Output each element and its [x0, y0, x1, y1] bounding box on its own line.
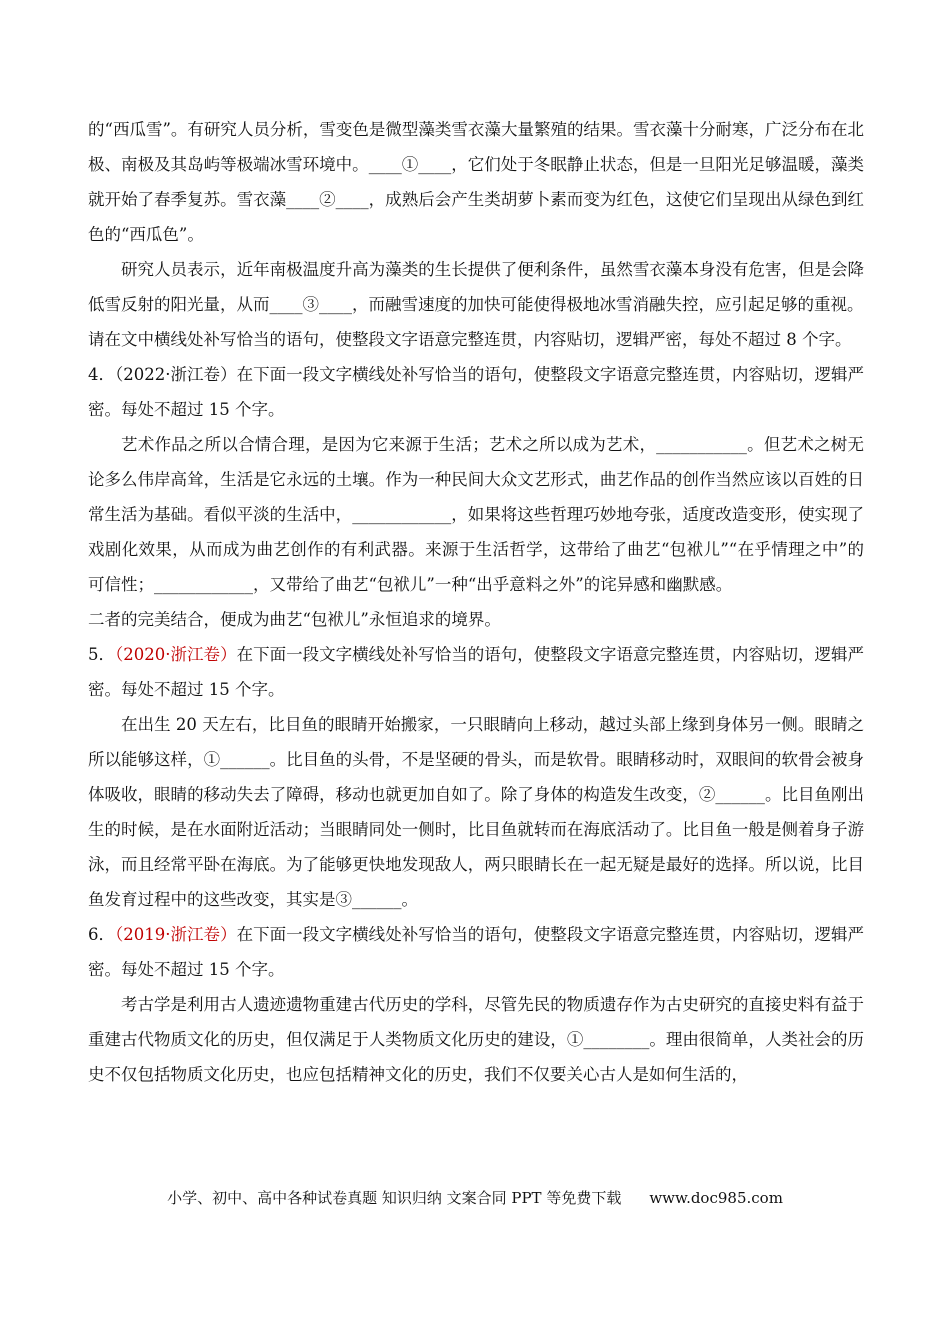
question-5-stem: 在下面一段文字横线处补写恰当的语句，使整段文字语意完整连贯，内容贴切，逻辑严密。每处不超过 15 个字。 — [88, 645, 865, 699]
question-5 — [88, 637, 864, 707]
page-footer — [0, 1187, 950, 1208]
question-6 — [88, 917, 864, 987]
question-4-passage-tail: 二者的完美结合，便成为曲艺“包袱儿”永恒追求的境界。 — [88, 610, 501, 629]
question-4 — [88, 357, 864, 427]
question-6-stem: 在下面一段文字横线处补写恰当的语句，使整段文字语意完整连贯，内容贴切，逻辑严密。每处不超过 15 个字。 — [88, 925, 865, 979]
passage3-paragraph-2: 研究人员表示，近年南极温度升高为藻类的生长提供了便利条件，虽然雪衣藻本身没有危害，但是会降低雪反射的阳光量，从而____③____，而融雪速度的加快可能使得极地冰雪消融失控，应引起足够的重视。 — [88, 260, 864, 314]
passage3-paragraph-1: 的“西瓜雪”。有研究人员分析，雪变色是微型藻类雪衣藻大量繁殖的结果。雪衣藻十分耐寒，广泛分布在北极、南极及其岛屿等极端冰雪环境中。____①____，它们处于冬眠静止状态，但是一旦阳光足够温暖，藻类就开始了春季复苏。雪衣藻____②____，成熟后会产生类胡萝卜素而变为红色，这使它们呈现出从绿色到红色的“西瓜色”。 — [88, 120, 864, 244]
question-6-source: （2019·浙江卷） — [115, 925, 237, 944]
footer-text: 小学、初中、高中各种试卷真题 知识归纳 文案合同 PPT 等免费下载 — [167, 1189, 622, 1207]
question-5-number: 5． — [88, 645, 116, 664]
question-5-source: （2020·浙江卷） — [115, 645, 237, 664]
footer-site-link[interactable]: www.doc985.com — [649, 1189, 783, 1207]
question-6-passage: 考古学是利用古人遗迹遗物重建古代历史的学科，尽管先民的物质遗存作为古史研究的直接史料有益于重建古代物质文化的历史，但仅满足于人类物质文化历史的建设，①________。理由很简单，人类社会的历史不仅包括物质文化历史，也应包括精神文化的历史，我们不仅要关心古人是如何生活的， — [88, 995, 864, 1084]
question-6-number: 6． — [88, 925, 116, 944]
question-4-source: （2022·浙江卷） — [115, 365, 237, 384]
question-4-number: 4． — [88, 365, 116, 384]
question-4-stem: 在下面一段文字横线处补写恰当的语句，使整段文字语意完整连贯，内容贴切，逻辑严密。每处不超过 15 个字。 — [88, 365, 865, 419]
passage3-instruction: 请在文中横线处补写恰当的语句，使整段文字语意完整连贯，内容贴切，逻辑严密，每处不超过 8 个字。 — [88, 330, 852, 349]
question-4-passage: 艺术作品之所以合情合理，是因为它来源于生活；艺术之所以成为艺术，___________。但艺术之树无论多么伟岸高耸，生活是它永远的土壤。作为一种民间大众文艺形式，曲艺作品的创作当然应该以百姓的日常生活为基础。看似平淡的生活中，____________，如果将这些哲理巧妙地夸张，适度改造变形，使实现了戏剧化效果，从而成为曲艺创作的有利武器。来源于生活哲学，这带给了曲艺“包袱儿”“在乎情理之中”的可信性；____________，又带给了曲艺“包袱儿”一种“出乎意料之外”的诧异感和幽默感。 — [88, 435, 864, 594]
page-content — [88, 112, 864, 1092]
question-5-passage: 在出生 20 天左右，比目鱼的眼睛开始搬家，一只眼睛向上移动，越过头部上缘到身体另一侧。眼睛之所以能够这样，①______。比目鱼的头骨，不是坚硬的骨头，而是软骨。眼睛移动时，双眼间的软骨会被身体吸收，眼睛的移动失去了障碍，移动也就更加自如了。除了身体的构造发生改变，②______。比目鱼刚出生的时候，是在水面附近活动；当眼睛同处一侧时，比目鱼就转而在海底活动了。比目鱼一般是侧着身子游泳，而且经常平卧在海底。为了能够更快地发现敌人，两只眼睛长在一起无疑是最好的选择。所以说，比目鱼发育过程中的这些改变，其实是③______。 — [88, 715, 864, 909]
